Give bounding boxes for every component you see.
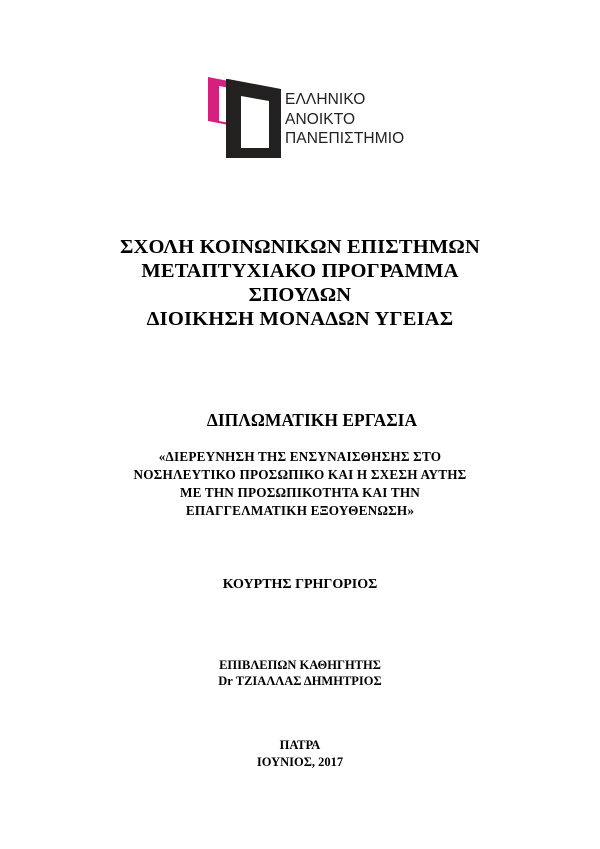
university-logo-icon bbox=[205, 70, 285, 160]
thesis-title-line-3: ΜΕ ΤΗΝ ΠΡΟΣΩΠΙΚΟΤΗΤΑ ΚΑΙ ΤΗΝ bbox=[179, 485, 421, 500]
thesis-title-line-4: ΕΠΑΓΓΕΛΜΑΤΙΚΗ ΕΞΟΥΘΕΝΩΣΗ» bbox=[185, 503, 415, 518]
supervisor-label: ΕΠΙΒΛΕΠΩΝ ΚΑΘΗΓΗΤΗΣ bbox=[219, 658, 381, 672]
school-line-4: ΔΙΟΙΚΗΣΗ ΜΟΝΑΔΩΝ ΥΓΕΙΑΣ bbox=[146, 308, 454, 330]
thesis-title bbox=[0, 448, 600, 520]
place-date: ΙΟΥΝΙΟΣ, 2017 bbox=[256, 755, 344, 769]
school-line-1: ΣΧΟΛΗ ΚΟΙΝΩΝΙΚΩΝ ΕΠΙΣΤΗΜΩΝ bbox=[119, 236, 481, 258]
thesis-title-line-1: «ΔΙΕΡΕΥΝΗΣΗ ΤΗΣ ΕΝΣΥΝΑΙΣΘΗΣΗΣ ΣΤΟ bbox=[158, 449, 442, 464]
logo-wordmark bbox=[285, 90, 404, 149]
supervisor-block bbox=[0, 657, 600, 689]
school-line-3: ΣΠΟΥΔΩΝ bbox=[248, 284, 352, 306]
logo-line-1: ΕΛΛΗΝΙΚΟ bbox=[285, 91, 366, 108]
thesis-title-line-2: ΝΟΣΗΛΕΥΤΙΚΟ ΠΡΟΣΩΠΙΚΟ ΚΑΙ Η ΣΧΕΣΗ ΑΥΤΗΣ bbox=[133, 467, 467, 482]
supervisor-name: Dr ΤΖΙΑΛΛΑΣ ΔΗΜΗΤΡΙΟΣ bbox=[218, 674, 382, 688]
thesis-label: ΔΙΠΛΩΜΑΤΙΚΗ ΕΡΓΑΣΙΑ bbox=[206, 410, 418, 430]
school-heading bbox=[0, 235, 600, 331]
place-city: ΠΑΤΡΑ bbox=[279, 738, 321, 752]
logo-line-2: ΑΝΟΙΚΤΟ bbox=[285, 110, 356, 128]
university-logo bbox=[205, 70, 415, 162]
place-date-block bbox=[0, 737, 600, 771]
author-name: ΚΟΥΡΤΗΣ ΓΡΗΓΟΡΙΟΣ bbox=[222, 577, 378, 592]
school-line-2: ΜΕΤΑΠΤΥΧΙΑΚΟ ΠΡΟΓΡΑΜΜΑ bbox=[141, 260, 459, 282]
logo-line-3: ΠΑΝΕΠΙΣΤΗΜΙΟ bbox=[285, 130, 405, 147]
